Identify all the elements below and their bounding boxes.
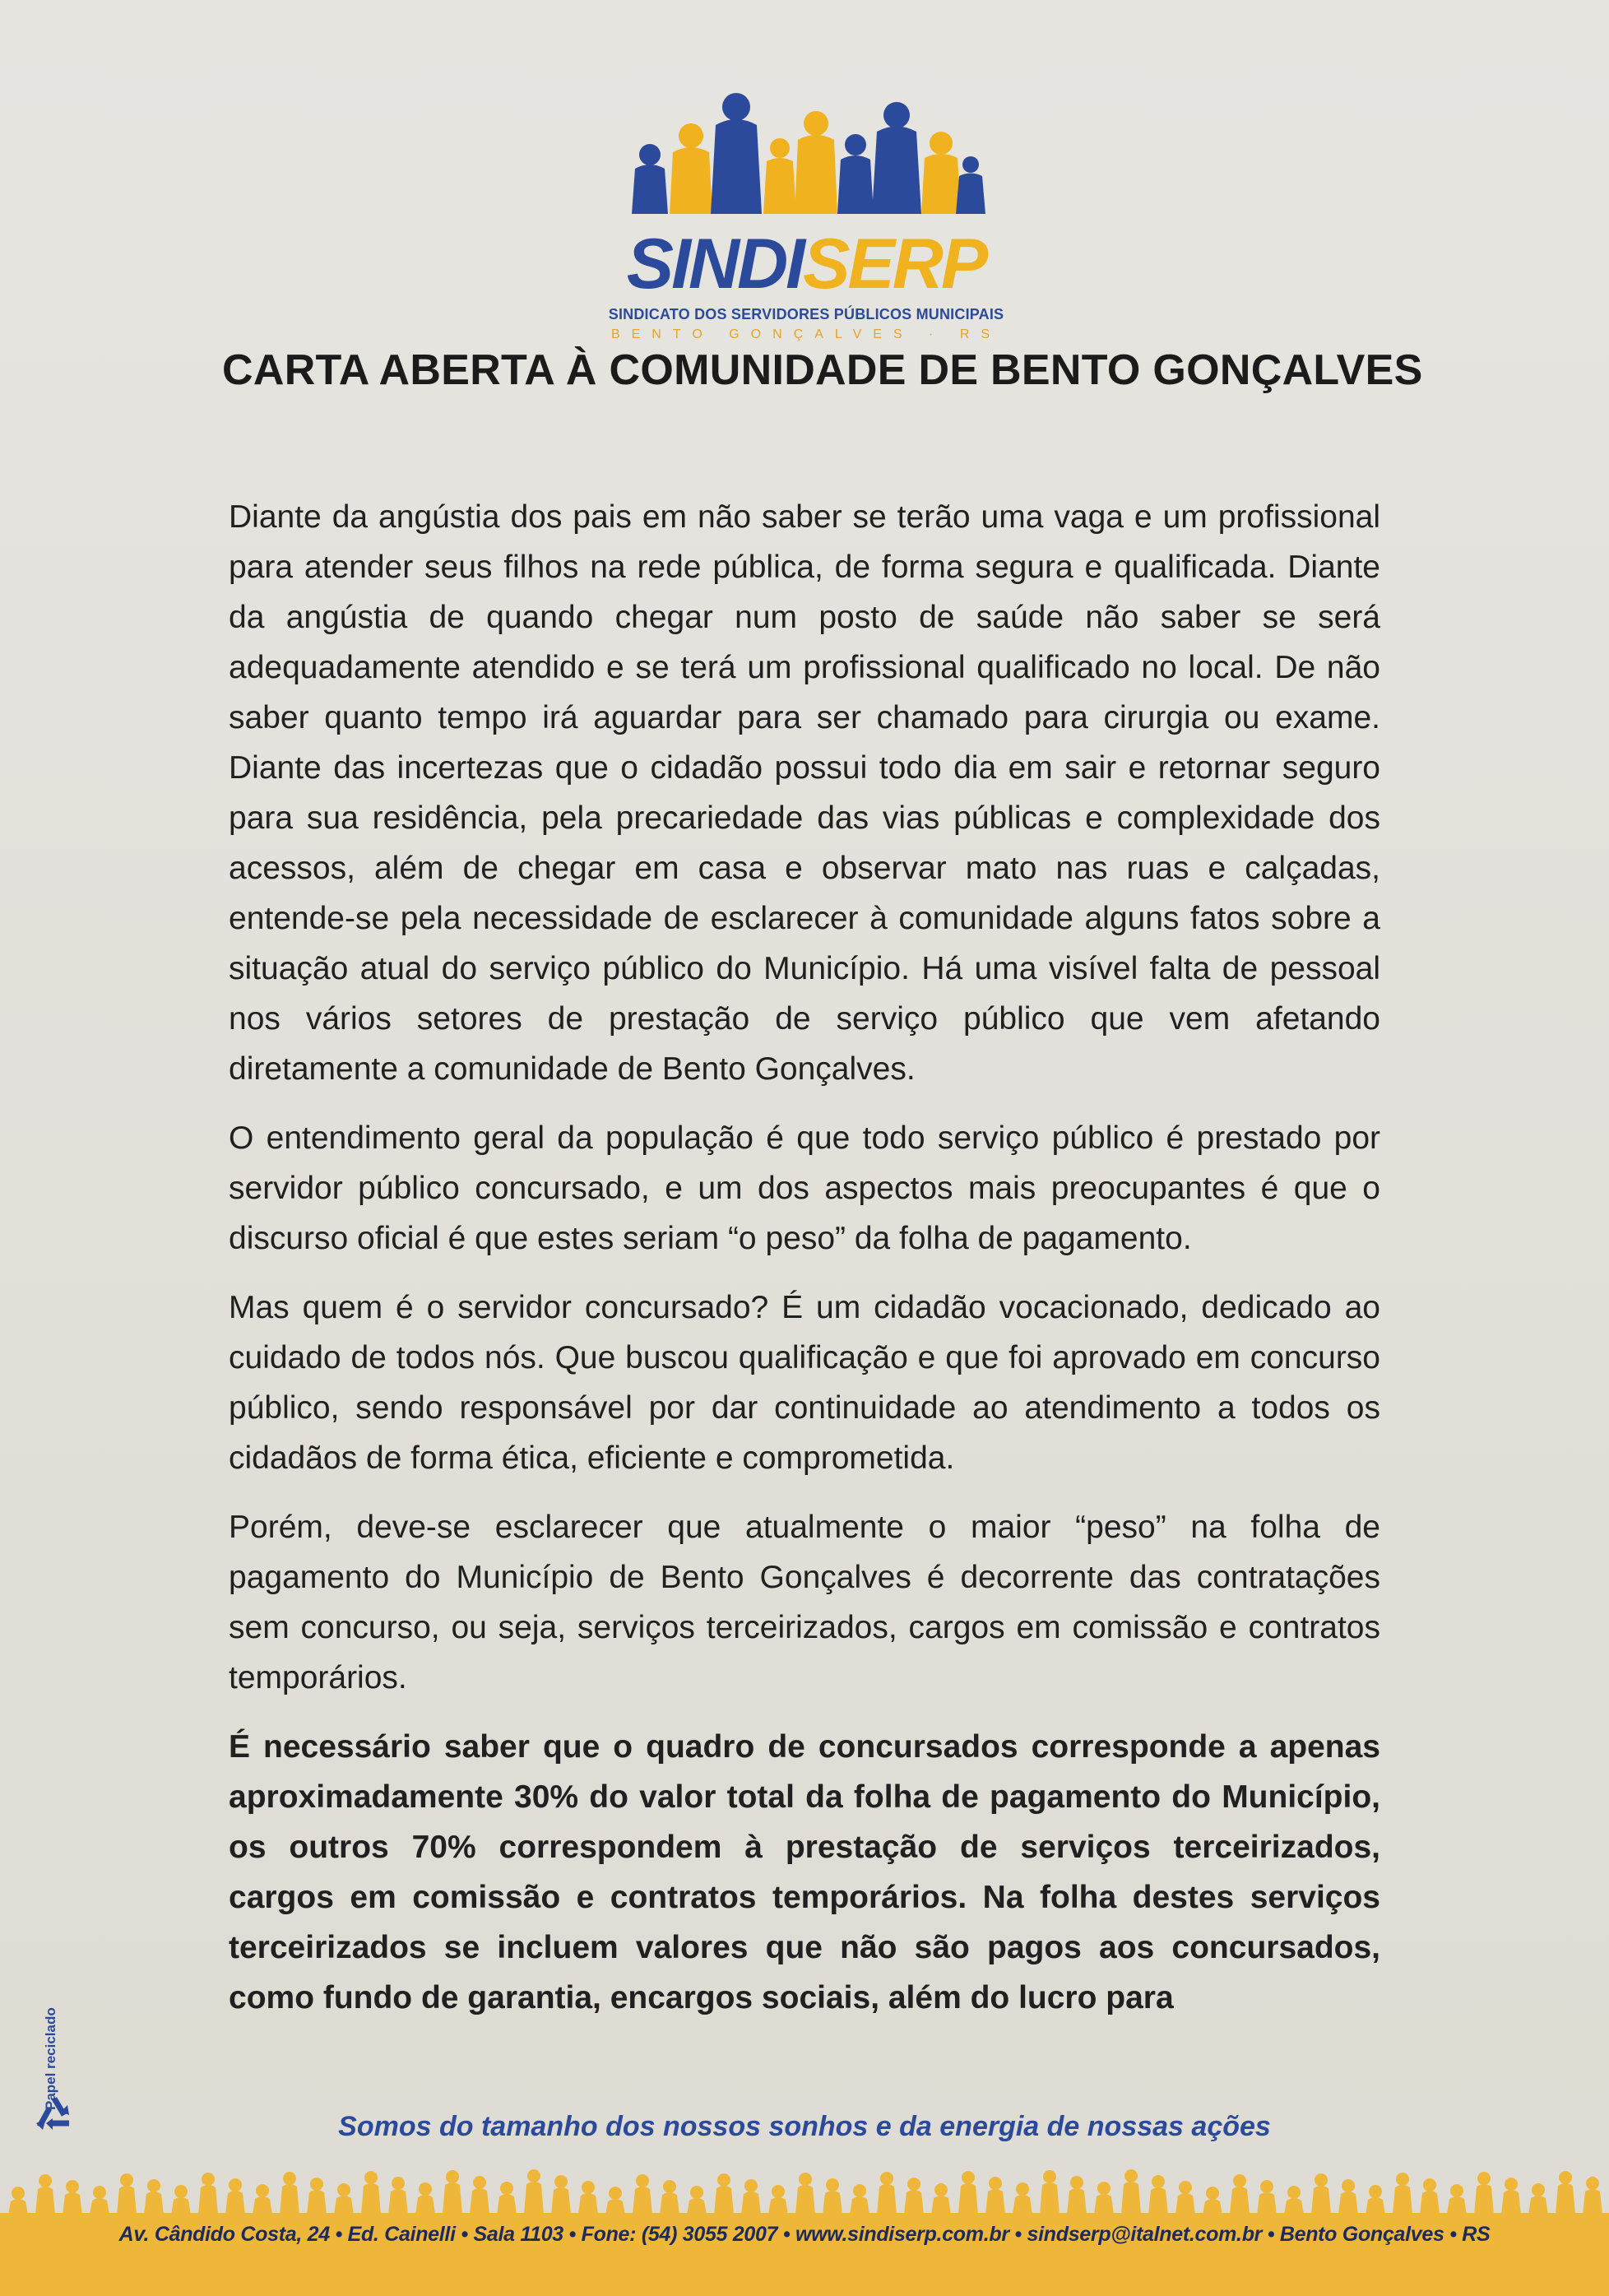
crowd-figure-head <box>1532 2183 1545 2196</box>
crowd-figure-body <box>660 2192 679 2215</box>
crowd-figure-head <box>1233 2174 1246 2187</box>
crowd-figure-head <box>609 2187 622 2200</box>
crowd-figure-body <box>823 2191 842 2215</box>
brand-city: BENTO GONÇALVES · RS <box>610 327 1002 341</box>
people-figures-icon <box>625 90 987 230</box>
crowd-figure-body <box>470 2188 489 2215</box>
crowd-figure-body <box>1583 2189 1602 2215</box>
crowd-figure-head <box>1152 2175 1165 2188</box>
crowd-figure-body <box>1284 2198 1304 2215</box>
crowd-figure-head <box>1342 2179 1355 2192</box>
crowd-figure-head <box>1124 2169 1138 2182</box>
crowd-figure-head <box>636 2174 649 2187</box>
crowd-figure-head <box>1396 2173 1409 2186</box>
crowd-figure-body <box>1447 2196 1467 2215</box>
crowd-figure-head <box>527 2169 540 2182</box>
crowd-figure-head <box>39 2174 52 2187</box>
crowd-figure-body <box>551 2187 571 2215</box>
crowd-figure-body <box>117 2186 137 2215</box>
crowd-figure-head <box>93 2186 106 2199</box>
crowd-figure-head <box>1315 2173 1328 2187</box>
crowd-figure-body <box>1040 2182 1060 2215</box>
crowd-figure-body <box>1528 2196 1548 2215</box>
crowd-figure-body <box>1148 2187 1168 2215</box>
crowd-figure-body <box>633 2187 652 2215</box>
paragraph-bold: É necessário saber que o quadro de concursados corresponde a apenas aproximadamente 30% do valor total da folha de pagamento do Município, os outros 70% correspondem à prestação de serviços terceirizados, cargos em comissão e contratos temporários. Na folha destes serviços terceirizados se incluem valores que não são pagos aos concursados, como fundo de garantia, encargos sociais, além do lucro para <box>229 1729 1380 2015</box>
crowd-figure-body <box>171 2197 191 2215</box>
footer-contact: Av. Cândido Costa, 24 • Ed. Cainelli • Sala 1103 • Fone: (54) 3055 2007 • www.sindiserp.com.br • sindserp@italnet.com.br • Bento Gonçalves • RS <box>118 2223 1491 2246</box>
crowd-figure-head <box>500 2182 513 2195</box>
crowd-figure-body <box>931 2196 951 2215</box>
crowd-figure-body <box>1067 2188 1087 2215</box>
crowd-figure-body <box>1203 2199 1222 2215</box>
crowd-figure-body <box>904 2190 924 2215</box>
crowd-figure-head <box>12 2187 25 2200</box>
crowd-figure-body <box>198 2185 218 2215</box>
crowd-figure-head <box>1423 2178 1436 2192</box>
crowd-figure-head <box>202 2173 215 2186</box>
brand-part-sindi: SINDI <box>626 225 804 304</box>
crowd-figure-head <box>663 2180 676 2193</box>
crowd-figure-body <box>687 2198 707 2215</box>
crowd-figure-head <box>364 2171 378 2184</box>
crowd-figure-head <box>66 2180 79 2193</box>
crowd-figure-body <box>361 2183 381 2215</box>
crowd-figure-head <box>554 2175 568 2188</box>
letter-title: CARTA ABERTA À COMUNIDADE DE BENTO GONÇALVES <box>222 346 1423 394</box>
crowd-figure-body <box>985 2189 1005 2215</box>
crowd-figure-head <box>229 2178 242 2192</box>
crowd-figure-head <box>147 2179 160 2192</box>
crowd-figure-body <box>768 2197 788 2215</box>
paragraph: Diante da angústia dos pais em não saber se terão uma vaga e um profissional para atender seus filhos na rede pública, de forma segura e qualificada. Diante da angústia de quando chegar num posto de saúde não saber se será adequadamente atendido e se terá um profissional qualificado no local. De não saber quanto tempo irá aguardar para ser chamado para cirurgia ou exame. Diante das incertezas que o cidadão possui todo dia em sair e retornar seguro para sua residência, pela precariedade das vias públicas e complexidade dos acessos, além de chegar em casa e observar mato nas ruas e calçadas, entende-se pela necessidade de esclarecer à comunidade alguns fatos sobre a situação atual do serviço público do Município. Há uma visível falta de pessoal nos vários setores de prestação de serviço público que vem afetando diretamente a comunidade de Bento Gonçalves. <box>229 499 1380 1087</box>
crowd-figure-body <box>1257 2192 1277 2215</box>
crowd-figure-body <box>958 2183 978 2215</box>
crowd-figure-body <box>253 2196 272 2215</box>
crowd-figure-head <box>473 2176 486 2189</box>
letter-body <box>229 492 1380 2042</box>
crowd-figure-body <box>1311 2186 1331 2215</box>
crowd-figure-head <box>799 2173 812 2186</box>
brand-subtitle: SINDICATO DOS SERVIDORES PÚBLICOS MUNICIPAIS <box>608 306 1004 322</box>
crowd-figure-body <box>1338 2192 1358 2215</box>
crowd-figure-head <box>582 2181 595 2194</box>
crowd-figure-head <box>283 2172 296 2185</box>
crowd-figure-head <box>1070 2176 1083 2189</box>
crowd-figure-body <box>1474 2184 1494 2215</box>
crowd-figure-body <box>334 2196 354 2215</box>
crowd-figure-body <box>63 2192 82 2215</box>
crowd-figure-head <box>1043 2170 1056 2183</box>
crowd-figure-body <box>1366 2197 1385 2215</box>
crowd-figure-head <box>1450 2184 1463 2197</box>
crowd-figure-body <box>1175 2193 1195 2215</box>
recycled-paper-label: Papel reciclado <box>43 2007 58 2110</box>
crowd-figure-body <box>741 2192 761 2215</box>
crowd-figure-body <box>1121 2182 1141 2215</box>
brand-part-serp: SERP <box>803 225 986 304</box>
crowd-figure-head <box>853 2184 866 2197</box>
brand-name <box>576 225 1036 304</box>
crowd-figure-head <box>446 2170 459 2183</box>
crowd-figure-head <box>1097 2182 1111 2195</box>
crowd-figure-body <box>877 2184 897 2215</box>
crowd-figure-head <box>690 2186 703 2199</box>
crowd-figure-body <box>1420 2191 1440 2215</box>
crowd-figure-body <box>1501 2190 1521 2215</box>
crowd-figure-head <box>1206 2187 1219 2200</box>
crowd-figure-head <box>1287 2186 1301 2199</box>
crowd-figure-body <box>795 2185 815 2215</box>
crowd-figure-body <box>1230 2187 1250 2215</box>
crowd-figure-head <box>337 2183 350 2196</box>
crowd-figure-head <box>1179 2181 1192 2194</box>
crowd-figure-body <box>90 2198 109 2215</box>
footer-slogan: Somos do tamanho dos nossos sonhos e da energia de nossas ações <box>338 2111 1271 2142</box>
crowd-figure-body <box>388 2189 408 2215</box>
crowd-figure-body <box>144 2192 164 2215</box>
crowd-figure-head <box>772 2185 785 2198</box>
crowd-figure-head <box>419 2182 432 2196</box>
crowd-figure-body <box>8 2199 28 2215</box>
crowd-figure-head <box>1559 2171 1572 2184</box>
crowd-figure-body <box>1556 2183 1575 2215</box>
crowd-figure-head <box>1505 2178 1518 2191</box>
crowd-figure-head <box>120 2173 133 2187</box>
crowd-figure-body <box>1094 2194 1114 2215</box>
crowd-figure-head <box>1016 2182 1029 2196</box>
crowd-figure-body <box>1013 2195 1032 2215</box>
crowd-figure-head <box>934 2183 948 2196</box>
crowd-figure-head <box>1586 2177 1599 2190</box>
crowd-figure-head <box>880 2172 893 2185</box>
crowd-figure-body <box>307 2190 327 2215</box>
crowd-figure-body <box>415 2195 435 2215</box>
crowd-figure-head <box>717 2173 730 2187</box>
crowd-figure-head <box>744 2179 758 2192</box>
crowd-figure-head <box>1477 2172 1491 2185</box>
crowd-figure-head <box>907 2178 920 2191</box>
crowd-figure-head <box>1369 2185 1382 2198</box>
sindiserp-logo <box>576 90 1036 341</box>
crowd-figure-body <box>605 2199 625 2215</box>
crowd-figure-head <box>1260 2180 1273 2193</box>
crowd-figure-head <box>392 2177 405 2190</box>
crowd-figure-body <box>524 2182 544 2215</box>
paragraph: O entendimento geral da população é que todo serviço público é prestado por servidor público concursado, e um dos aspectos mais preocupantes é que o discurso oficial é que estes seriam “o peso” da folha de pagamento. <box>229 1120 1380 1256</box>
crowd-figure-body <box>497 2194 517 2215</box>
crowd-figure-body <box>225 2191 245 2215</box>
crowd-figure-head <box>989 2177 1002 2190</box>
crowd-figure-head <box>310 2178 323 2191</box>
paragraph: Porém, deve-se esclarecer que atualmente o maior “peso” na folha de pagamento do Município de Bento Gonçalves é decorrente das contratações sem concurso, ou seja, serviços terceirizados, cargos em comissão e contratos temporários. <box>229 1510 1380 1695</box>
crowd-figure-body <box>280 2184 299 2215</box>
paragraph: Mas quem é o servidor concursado? É um cidadão vocacionado, dedicado ao cuidado de todos nós. Que buscou qualificação e que foi aprovado em concurso público, sendo responsável por dar continuidade ao atendimento a todos os cidadãos de forma ética, eficiente e comprometida. <box>229 1290 1380 1476</box>
crowd-figure-body <box>443 2182 462 2215</box>
crowd-figure-body <box>578 2193 598 2215</box>
crowd-figure-head <box>256 2184 269 2197</box>
crowd-figure-head <box>826 2178 839 2192</box>
crowd-figure-body <box>850 2196 869 2215</box>
crowd-figure-body <box>1393 2185 1412 2215</box>
crowd-figure-head <box>962 2171 975 2184</box>
crowd-figure-body <box>35 2187 55 2215</box>
crowd-figure-body <box>714 2186 734 2215</box>
crowd-figure-head <box>174 2185 188 2198</box>
